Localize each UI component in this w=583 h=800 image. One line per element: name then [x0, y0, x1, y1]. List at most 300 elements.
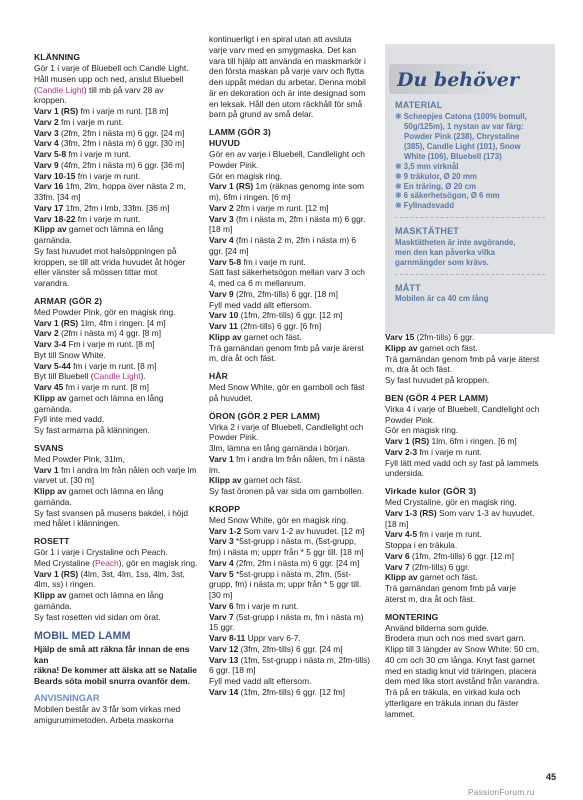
pattern-line: [385, 666, 555, 677]
line-text: Gör en magisk ring.: [385, 425, 459, 436]
pattern-line: [385, 698, 555, 709]
material-text: En träring, Ø 20 cm: [403, 181, 476, 191]
bullet-star-icon: ❋: [395, 171, 402, 181]
pattern-line: [34, 235, 200, 246]
line-text: Sy fast svansen på musens bakdel, i höjd: [34, 507, 189, 518]
pattern-line: [34, 203, 200, 214]
pattern-line: [385, 508, 555, 519]
section-heading: Virkade kulor (GÖR 3): [385, 486, 477, 496]
line-text: Mobilen består av 3 får som virkas med: [34, 703, 181, 714]
line-text: Virka 2 i varje of Bluebell, Candlelight och: [209, 421, 364, 432]
section-heading: HÅR: [209, 371, 228, 381]
pattern-line: [34, 74, 200, 85]
line-text: 4, med ca 6 m mellanrum.: [209, 278, 306, 288]
line-text: 6 ggr. [18 m]: [209, 665, 256, 676]
row-label: Varv 5-8: [209, 256, 242, 267]
pattern-line: [209, 536, 375, 547]
pattern-line: [34, 85, 200, 96]
pattern-line: [209, 422, 375, 433]
line-text: garnet och lämna en lång: [66, 590, 164, 600]
line-text: (fm i nästa 2 m, 2fm i nästa m) 6: [233, 235, 357, 245]
line-text: ).: [140, 371, 146, 382]
row-label: Varv 4-5: [385, 529, 418, 540]
line-text: fm i varje m runt.: [417, 446, 482, 457]
line-text: garnet och lämna en lång garnända.: [34, 486, 164, 507]
bullet-star-icon: ❋: [395, 191, 402, 201]
line-text: Klipp till 3 längder av Snow White: 50 cm,: [385, 644, 540, 654]
pattern-line: [34, 371, 200, 382]
line-text: garnet och lämna en lång: [66, 224, 164, 235]
pattern-line: [34, 63, 200, 74]
pattern-line: [34, 307, 200, 318]
line-text: garnet och fäst.: [417, 342, 478, 353]
pattern-line: [209, 246, 375, 257]
line-text: dem med lika stort avstånd från varandra.: [385, 676, 540, 687]
row-label: Varv 1-2: [209, 525, 242, 536]
line-text: (: [34, 84, 37, 95]
pattern-line: [385, 709, 555, 720]
row-label: Varv 12: [209, 643, 239, 654]
row-label: Varv 17: [34, 202, 64, 213]
page-number: 45: [546, 772, 557, 782]
line-text: Som varv 1-3 av huvudet.: [436, 507, 535, 518]
line-text: (2fm, 2fm i nästa m) 6 ggr. [24 m]: [58, 127, 185, 138]
line-text: [18 m]: [209, 224, 233, 235]
line-text: Som varv 1-2 av huvudet. [12 m]: [241, 525, 365, 536]
line-text: garnet och fäst.: [241, 475, 302, 486]
pattern-line: [209, 99, 375, 110]
row-label: Varv 5-44: [34, 360, 71, 371]
pattern-line: [209, 77, 375, 88]
line-text: ) till mb på varv 28 av: [83, 84, 164, 95]
section-heading: ARMAR (GÖR 2): [34, 295, 103, 306]
pattern-line: [34, 518, 200, 529]
pattern-line: [209, 633, 375, 644]
line-text: ), gör en magisk ring.: [118, 557, 198, 568]
line-text: fm i andra lm från nålen och varje lm: [58, 464, 197, 475]
line-text: (3fm, 2fm-tills) 6 ggr. [24 m]: [238, 643, 343, 654]
line-text: (5st-grupp i nästa m, fm i nästa m): [233, 611, 364, 622]
row-label: Klipp av: [34, 590, 67, 600]
pattern-line: [209, 224, 375, 235]
line-text: (2fm-tills) 6 ggr.: [409, 561, 470, 572]
pattern-line: [385, 519, 555, 530]
line-text: Fyll inte med vadd.: [34, 414, 105, 425]
line-text: Stoppa i en träkula.: [385, 540, 458, 550]
pattern-line: [34, 160, 200, 171]
pattern-line: [385, 583, 555, 594]
pattern-line: [34, 612, 200, 623]
panel-title: Du behöver: [397, 69, 519, 91]
row-label: Varv 8-11: [209, 633, 246, 643]
alt-colour-text: Candle Light: [93, 371, 141, 382]
pattern-line: [34, 382, 200, 393]
line-text: Powder Pink.: [209, 432, 259, 443]
material-text: Powder Pink (238), Chrystaline: [404, 131, 520, 141]
pattern-line: [34, 475, 200, 486]
pattern-line: [209, 45, 375, 56]
row-label: Varv 18-22: [34, 213, 76, 224]
pattern-line: [209, 267, 375, 278]
line-text: 3lm, lämna en lång garnända i början.: [209, 443, 350, 453]
pattern-line: [209, 655, 375, 666]
column-right: [385, 34, 555, 719]
pattern-line: [385, 468, 555, 479]
watermark: PassionForum.ru: [468, 787, 535, 797]
line-text: fm i varje m runt.: [66, 149, 131, 159]
line-text: 1m (räknas genomg inte som: [253, 181, 365, 192]
pattern-line: [34, 192, 200, 203]
pattern-line: [209, 353, 375, 364]
line-text: 1fm, 2lm, hoppa över nästa 2 m,: [63, 181, 186, 192]
article-intro-line: räkna! De kommer att älska att se Natalie: [34, 665, 197, 676]
line-text: med hålet i klänningen.: [34, 518, 121, 529]
line-text: den första maskan på varje varv och flytta: [209, 66, 365, 77]
row-label: Varv 5-8: [34, 149, 67, 159]
pattern-line: [34, 214, 200, 225]
alt-colour-text: Peach: [94, 557, 119, 568]
pattern-line: [209, 687, 375, 698]
pattern-line: [209, 601, 375, 612]
column-left: [34, 34, 200, 725]
line-text: varje varv med en smygmaska. Det kan: [209, 44, 357, 55]
row-label: Varv 1 (RS): [34, 106, 79, 116]
line-text: Fyll lätt med vadd och sy fast på lammets: [385, 457, 539, 468]
pattern-line: [34, 508, 200, 519]
line-text: (fm i nästa m, 2fm i nästa m) 6 ggr.: [233, 213, 366, 224]
material-text: Scheepjes Catona (100% bomull,: [403, 111, 527, 121]
pattern-line: [209, 257, 375, 268]
line-text: Sätt fast säkerhetsögon mellan varv 3 och: [209, 267, 365, 278]
pattern-line: [34, 601, 200, 612]
pattern-line: [209, 203, 375, 214]
line-text: garnet och lämna en lång: [66, 392, 164, 403]
pattern-line: [209, 343, 375, 354]
line-text: 2fm i varje m runt. [12 m]: [233, 202, 329, 213]
gauge-line: garnmängder som krävs.: [395, 257, 489, 267]
pattern-line: [209, 214, 375, 225]
row-label: Varv 2: [34, 328, 59, 339]
row-label: Varv 4: [209, 235, 234, 245]
line-text: på huvudet.: [209, 392, 253, 403]
line-text: Med Snow White, gör en magisk ring.: [209, 514, 349, 525]
line-text: fm i varje m runt.: [417, 529, 482, 540]
pattern-line: [385, 332, 555, 343]
bullet-star-icon: ❋: [395, 181, 402, 191]
line-text: fm i andra lm från nålen, fm i nästa lm.: [209, 453, 365, 475]
line-text: den uppåt medan du arbetar. Denna mobil: [209, 77, 366, 87]
line-text: Trä garnändan genom fmb på varje äterst: [385, 353, 540, 364]
row-label: Klipp av: [385, 572, 418, 583]
row-label: Varv 1 (RS): [34, 317, 79, 328]
row-label: Varv 9: [34, 159, 59, 170]
pattern-line: [34, 246, 200, 257]
column-middle: [209, 34, 375, 698]
material-text: (385), Candle Light (101), Snow: [404, 141, 521, 151]
row-label: Varv 10-15: [34, 170, 76, 181]
pattern-line: [209, 300, 375, 311]
line-text: varandra.: [34, 278, 70, 288]
pattern-line: [209, 181, 375, 192]
line-text: fm i varje m runt.: [241, 256, 306, 267]
line-text: 1lm, 4fm i ringen. [4 m]: [78, 317, 166, 328]
row-label: Klipp av: [385, 342, 418, 353]
line-text: (2fm-tills) 6 ggr. [6 fm]: [237, 321, 322, 331]
row-label: Varv 1-3 (RS): [385, 507, 437, 518]
line-text: garnända.: [34, 600, 72, 611]
pattern-line: [209, 547, 375, 558]
pattern-line: [209, 171, 375, 182]
line-text: Sy fast öronen på var sida om garnbollen.: [209, 486, 365, 496]
pattern-line: [385, 354, 555, 365]
pattern-line: [34, 404, 200, 415]
line-text: lammet.: [385, 708, 415, 719]
pattern-line: [209, 526, 375, 537]
line-text: 15 ggr.: [209, 622, 235, 633]
line-text: (3fm, 2fm i nästa m) 6 ggr. [30 m]: [58, 138, 185, 149]
section-heading: LAMM (GÖR 3): [209, 127, 271, 137]
pattern-line: [385, 343, 555, 354]
line-text: (1fm, 2fm-tills) 6 ggr. [12 fm]: [238, 686, 345, 697]
pattern-line: [34, 465, 200, 476]
pattern-line: [385, 623, 555, 634]
pattern-line: [209, 321, 375, 332]
pattern-line: [34, 569, 200, 580]
section-heading: BEN (GÖR 4 PER LAMM): [385, 392, 489, 403]
pattern-line: [34, 486, 200, 508]
pattern-line: [34, 579, 200, 590]
row-label: Varv 3: [34, 127, 59, 138]
pattern-line: [209, 56, 375, 67]
row-label: Varv 3: [209, 213, 234, 224]
pattern-line: [34, 414, 200, 425]
line-text: äterst m, dra åt och fäst.: [385, 593, 476, 604]
line-text: ggr. [24 m]: [209, 245, 249, 256]
pattern-line: [209, 558, 375, 569]
column-right-body: [385, 332, 555, 719]
line-text: fm i varje m runt. [8 m]: [70, 360, 157, 371]
pattern-line: [34, 149, 200, 160]
material-text: 6 säkerhetsögon, Ø 6 mm: [403, 191, 500, 201]
pattern-line: [209, 34, 375, 45]
line-text: Sy fast rosetten vid sidan om örat.: [34, 611, 161, 622]
row-label: Varv 1 (RS): [209, 181, 254, 192]
pattern-line: [385, 540, 555, 551]
pattern-line: [209, 454, 375, 476]
row-label: Varv 1 (RS): [385, 436, 430, 446]
row-label: Varv 1: [209, 453, 234, 464]
alt-colour-text: Candle Light: [36, 84, 84, 95]
pattern-line: [385, 572, 555, 583]
bullet-star-icon: ❋: [395, 201, 402, 211]
pattern-line: [385, 404, 555, 415]
line-text: grupp, fm) i nästa m; uppr från * 5 ggr till.: [209, 579, 362, 590]
line-text: Sy fast armarna på klänningen.: [34, 425, 150, 435]
pattern-line: [34, 547, 200, 558]
row-label: Klipp av: [209, 331, 242, 342]
pattern-line: [209, 486, 375, 497]
line-text: [18 m]: [385, 518, 409, 529]
line-text: amigurumimetoden. Arbeta maskorna: [34, 714, 174, 725]
line-text: Gör 1 i varje of Bluebell och Candle Light.: [34, 63, 189, 73]
pattern-line: [34, 715, 200, 726]
subsection-heading: ANVISNINGAR: [34, 691, 100, 703]
line-text: Med Powder Pink, 31lm,: [34, 453, 125, 464]
pattern-line: [209, 569, 375, 580]
pattern-line: [34, 350, 200, 361]
line-text: (1fm, 2fm-tills) 6 ggr. [12 m]: [409, 550, 514, 561]
pattern-line: [209, 382, 375, 393]
line-text: garnända.: [34, 403, 72, 414]
row-label: Klipp av: [209, 475, 242, 486]
line-text: Med Crystaline (: [34, 557, 95, 568]
row-label: Varv 9: [209, 288, 234, 299]
pattern-line: [385, 644, 555, 655]
pattern-line: [385, 594, 555, 605]
line-text: är en dekoration och är inte designad som: [209, 87, 366, 98]
line-text: fm i varje m runt.: [75, 170, 141, 181]
line-text: undersida.: [385, 468, 425, 479]
pattern-line: [209, 644, 375, 655]
line-text: [30 m]: [209, 590, 233, 600]
pattern-line: [385, 425, 555, 436]
line-text: Uppr varv 6-7.: [245, 633, 301, 643]
line-text: fm i varje m runt. [8 m]: [63, 382, 149, 392]
row-label: Varv 2: [34, 116, 59, 127]
line-text: Powder Pink.: [209, 159, 259, 170]
line-text: Håll musen upp och ned, anslut Bluebell: [34, 73, 184, 84]
pattern-line: [209, 579, 375, 590]
row-label: Klipp av: [34, 392, 67, 403]
section-heading: KLÄNNING: [34, 52, 81, 62]
pattern-line: [34, 558, 200, 569]
pattern-line: [209, 432, 375, 443]
pattern-line: [209, 109, 375, 120]
line-text: vara till hjälp att använda en maskmarkör i: [209, 55, 366, 66]
pattern-line: [209, 515, 375, 526]
line-text: garnet och fäst.: [417, 572, 478, 583]
line-text: 1lm, 6fm i ringen. [6 m]: [429, 436, 517, 446]
pattern-line: [385, 551, 555, 562]
row-label: Varv 5: [209, 568, 234, 579]
pattern-line: [385, 633, 555, 644]
pattern-line: [209, 676, 375, 687]
row-label: Varv 1 (RS): [34, 568, 79, 579]
material-text: White (106), Bluebell (173): [404, 151, 502, 161]
pattern-line: [385, 562, 555, 573]
line-text: garnet och fäst.: [241, 331, 302, 342]
line-text: eller vänster så mössen tittar mot: [34, 267, 158, 278]
article-intro-line: Hjälp de små att räkna får innan de ens kan: [34, 643, 190, 665]
material-text: 9 träkulor, Ø 20 mm: [403, 171, 477, 181]
line-text: m, dra åt och fäst.: [209, 353, 277, 364]
pattern-line: [209, 612, 375, 623]
line-text: barn på grund av små delar.: [209, 109, 314, 120]
line-text: (2fm, 2fm-tills) 6 ggr. [18 m]: [233, 288, 338, 299]
pattern-line: [209, 665, 375, 676]
line-text: kroppen, se till att vrida huvudet åt höger: [34, 256, 186, 267]
pattern-line: [209, 590, 375, 601]
line-text: ytterligare en träkula innan du fäster: [385, 697, 519, 708]
line-text: Powder Pink.: [385, 414, 435, 425]
pattern-line: [34, 267, 200, 278]
pattern-line: [34, 224, 200, 235]
pattern-line: [34, 106, 200, 117]
size-heading: MÅTT: [395, 282, 421, 293]
section-heading: HUVUD: [209, 138, 241, 148]
line-text: Sy fast huvudet mot halsöppningen på: [34, 245, 177, 256]
line-text: fm i varje m runt.: [75, 213, 141, 224]
pattern-line: [209, 66, 375, 77]
line-text: fm) i nästa m; upprr från * 5 ggr till. [18 m]: [209, 547, 364, 557]
line-text: *5st-grupp i nästa m, 2fm, (5st-: [233, 568, 351, 579]
pattern-line: [34, 393, 200, 404]
row-label: Varv 10: [209, 310, 239, 321]
pattern-line: [385, 458, 555, 469]
line-text: fm i varje m runt.: [58, 116, 124, 127]
pattern-line: [34, 117, 200, 128]
row-label: Varv 14: [209, 686, 239, 697]
section-heading: ROSETT: [34, 536, 70, 546]
line-text: m), 6fm i ringen. [6 m]: [209, 192, 291, 202]
line-text: 40 cm och 30 cm långa. Knyt fast garnet: [385, 654, 535, 665]
pattern-line: [34, 425, 200, 436]
pattern-line: [385, 497, 555, 508]
pattern-line: [209, 622, 375, 633]
pattern-line: [34, 181, 200, 192]
size-line: Mobilen är ca 40 cm lång: [395, 294, 489, 304]
gauge-line: men den kan påverka vilka: [395, 247, 496, 257]
line-text: (4lm, 3st, 4lm, 1ss, 4lm, 3st,: [78, 568, 185, 579]
pattern-line: [34, 257, 200, 268]
pattern-line: [209, 310, 375, 321]
line-text: Trä garnändan genom fmb på varje ärerst: [209, 342, 364, 353]
row-label: Varv 6: [209, 600, 234, 611]
line-text: Gör en magisk ring.: [209, 170, 283, 181]
pattern-line: [34, 171, 200, 182]
article-title: MOBIL MED LAMM: [34, 630, 131, 643]
line-text: Med Powder Pink, gör en magisk ring.: [34, 306, 176, 317]
pattern-line: [34, 704, 200, 715]
row-label: Varv 4: [209, 557, 234, 568]
line-text: Använd bilderna som guide.: [385, 622, 489, 633]
line-text: en leksak. Håll den utom räckhåll för små: [209, 98, 363, 109]
pattern-line: [34, 128, 200, 139]
line-text: Virka 4 i varje of Bluebell, Candlelight och: [385, 403, 540, 414]
line-text: Gör 1 i varje i Crystaline och Peach.: [34, 547, 168, 557]
row-label: Varv 11: [209, 321, 238, 331]
line-text: kroppen.: [34, 95, 67, 106]
pattern-line: [34, 339, 200, 350]
pattern-line: [209, 192, 375, 203]
pattern-line: [34, 278, 200, 289]
line-text: (2fm i nästa m) 4 ggr. [8 m]: [58, 328, 162, 339]
line-text: Gör en av varje i Bluebell, Candlelight och: [209, 149, 365, 159]
row-label: Varv 3-4: [34, 339, 67, 349]
pattern-line: [34, 138, 200, 149]
pattern-line: [34, 318, 200, 329]
line-text: fm i varje m runt. [18 m]: [78, 106, 169, 116]
pattern-line: [385, 436, 555, 447]
line-text: kontinuerligt i en spiral utan att avsluta: [209, 34, 352, 44]
pattern-line: [34, 328, 200, 339]
pattern-line: [34, 454, 200, 465]
line-text: (2fm, 2fm i nästa m) 6 ggr. [24 m]: [233, 557, 360, 568]
line-text: fm i varje m runt.: [233, 600, 299, 611]
line-text: (1fm, 2fm-tills) 6 ggr. [12 m]: [238, 310, 343, 321]
pattern-line: [209, 475, 375, 486]
row-label: Varv 16: [34, 181, 64, 192]
